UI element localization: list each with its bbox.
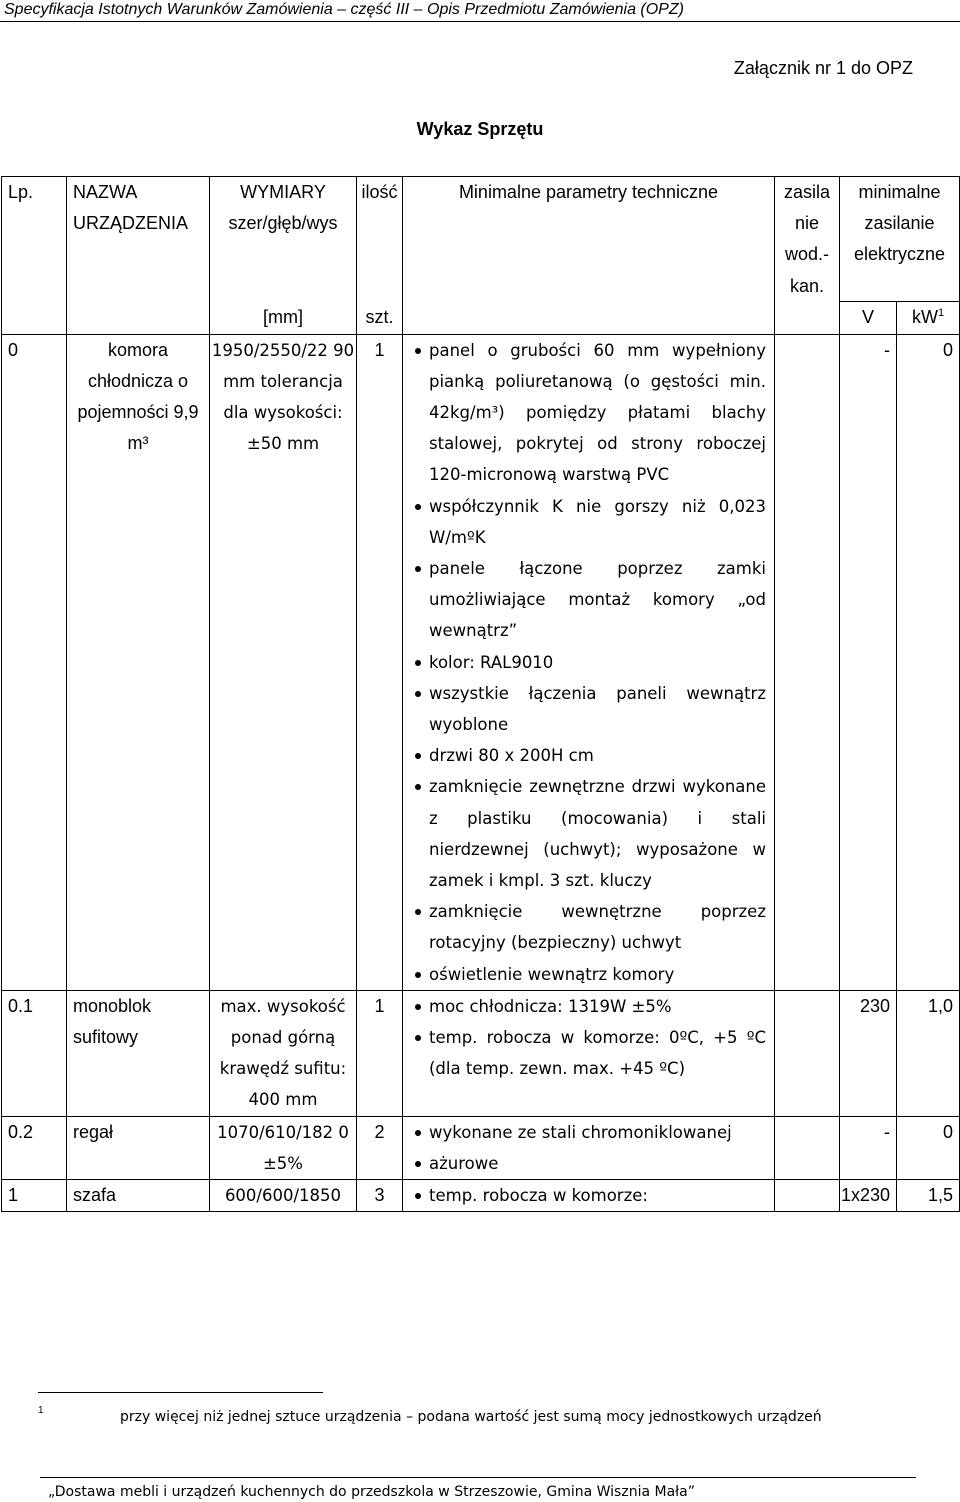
row-dims: 1950/2550/22 90 mm tolerancja dla wysokości: ±50 mm [210,334,357,990]
param-item: współczynnik K nie gorszy niż 0,023 W/mºK [417,491,766,553]
param-item: wykonane ze stali chromoniklowanej [417,1117,766,1148]
annex-label: Załącznik nr 1 do OPZ [733,58,913,78]
row-dims: 1070/610/182 0 ±5% [210,1116,357,1179]
running-header: Specyfikacja Istotnych Warunków Zamówienia – część III – Opis Przedmiotu Zamówienia (OPZ) [4,1,684,18]
unit-dims: [mm] [210,302,357,334]
row-volt: 230 [840,990,897,1116]
row-dims: 600/600/1850 [210,1180,357,1212]
row-volt: - [840,334,897,990]
param-item: oświetlenie wewnątrz komory [417,959,766,990]
unit-qty: szt. [357,302,403,334]
row-lp: 0 [2,334,67,990]
unit-volt: V [840,302,897,334]
footer-divider [40,1477,916,1478]
row-kw: 1,0 [897,990,960,1116]
row-volt: 1x230 [840,1180,897,1212]
row-name: monoblok sufitowy [67,990,210,1116]
row-qty: 1 [357,334,403,990]
row-kw: 0 [897,334,960,990]
header-lp: Lp. [2,177,67,302]
header-dims: WYMIARY szer/głęb/wys [210,177,357,302]
header-params: Minimalne parametry techniczne [403,177,775,302]
param-item: moc chłodnicza: 1319W ±5% [417,991,766,1022]
header-power: minimalne zasilanie elektryczne [840,177,960,302]
param-item: drzwi 80 x 200H cm [417,740,766,771]
row-params [403,990,775,1116]
page-footer: „Dostawa mebli i urządzeń kuchennych do przedszkola w Strzeszowie, Gmina Wisznia Mała” [48,1484,695,1500]
param-item: zamknięcie zewnętrzne drzwi wykonane z plastiku (mocowania) i stali nierdzewnej (uchwyt); wyposażone w zamek i kmpl. 3 szt. kluczy [417,771,766,896]
param-item: ażurowe [417,1148,766,1179]
equipment-table [1,176,960,1212]
row-params [403,1180,775,1212]
param-item: panel o grubości 60 mm wypełniony pianką poliuretanową (o gęstości min. 42kg/m³) pomiędzy płatami blachy stalowej, pokrytej od strony roboczej 120-micronową warstwą PVC [417,335,766,491]
row-params [403,1116,775,1179]
table-row [2,1180,960,1212]
footnote-text: przy więcej niż jednej sztuce urządzenia – podana wartość jest sumą mocy jednostkowych urządzeń [120,1409,822,1425]
document-title: Wykaz Sprzętu [416,119,544,139]
header-divider [0,21,960,22]
row-lp: 1 [2,1180,67,1212]
row-name: regał [67,1116,210,1179]
table-row [2,1116,960,1179]
param-item: temp. robocza w komorze: 0ºC, +5 ºC (dla temp. zewn. max. +45 ºC) [417,1022,766,1084]
table-row [2,990,960,1116]
row-lp: 0.1 [2,990,67,1116]
row-kw: 1,5 [897,1180,960,1212]
unit-kw: $kW^1$ [897,302,960,334]
row-params [403,334,775,990]
row-volt: - [840,1116,897,1179]
table-row [2,334,960,990]
row-qty: 1 [357,990,403,1116]
footnote-mark: 1 [38,1405,44,1416]
units-row [2,302,960,334]
row-dims: max. wysokość ponad górną krawędź sufitu: 400 mm [210,990,357,1116]
row-name: komora chłodnicza o pojemności 9,9 m³ [67,334,210,990]
header-qty: ilość [357,177,403,302]
header-water: zasila nie wod.- kan. [775,177,840,302]
param-item: kolor: RAL9010 [417,647,766,678]
param-item: wszystkie łączenia paneli wewnątrz wyoblone [417,678,766,740]
footnote-ref: 1 [937,307,945,320]
param-item: temp. robocza w komorze: [417,1180,766,1211]
footnote-divider [38,1392,323,1393]
header-row [2,177,960,302]
row-qty: 2 [357,1116,403,1179]
row-name: szafa [67,1180,210,1212]
row-lp: 0.2 [2,1116,67,1179]
row-kw: 0 [897,1116,960,1179]
header-name: NAZWA URZĄDZENIA [67,177,210,302]
param-item: zamknięcie wewnętrzne poprzez rotacyjny (bezpieczny) uchwyt [417,896,766,958]
row-qty: 3 [357,1180,403,1212]
param-item: panele łączone poprzez zamki umożliwiające montaż komory „od wewnątrz” [417,553,766,647]
